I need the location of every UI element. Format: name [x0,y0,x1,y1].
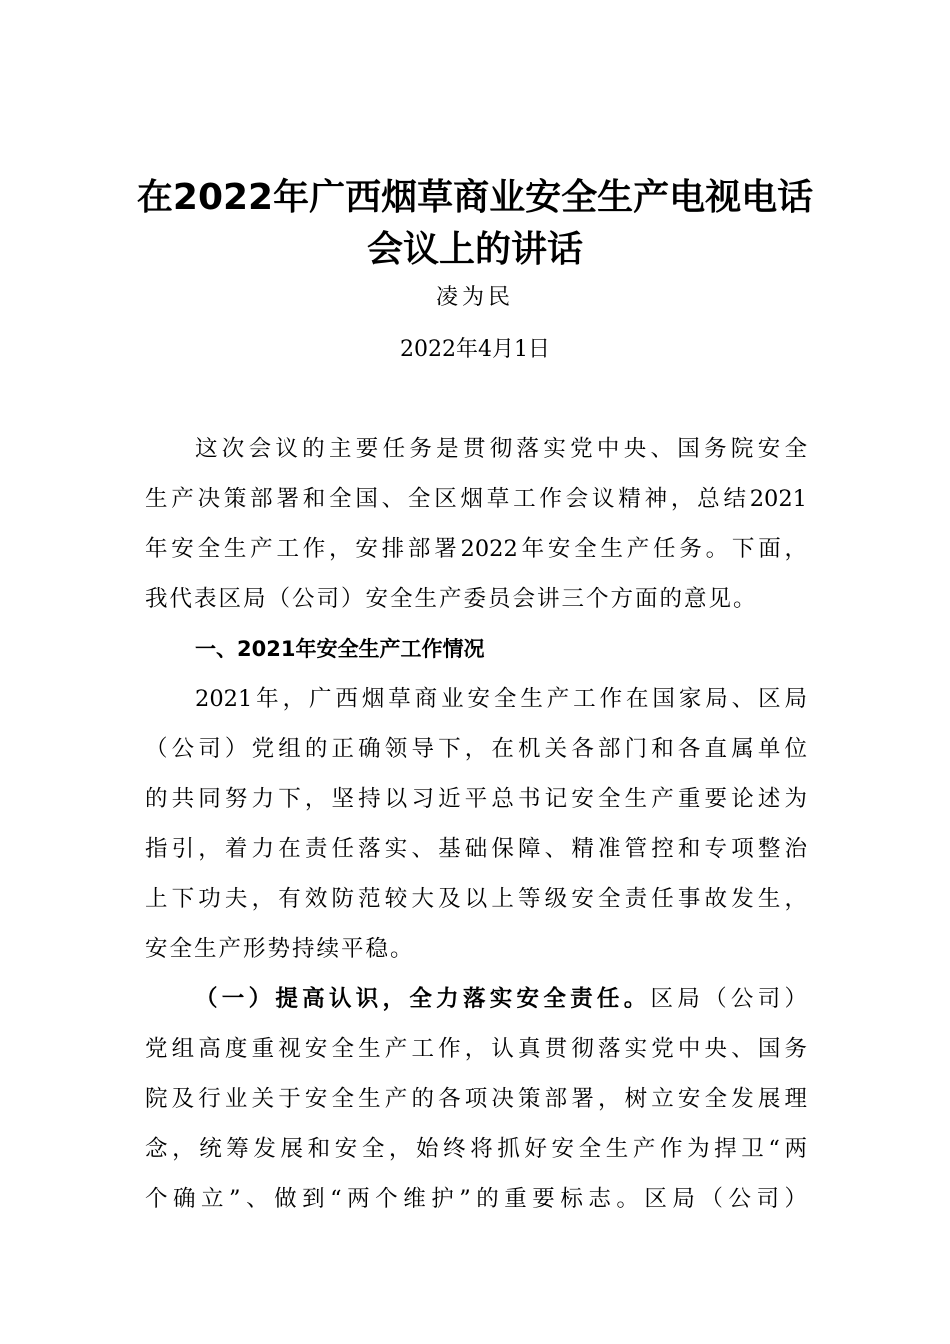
subsection1-line-4: 念，统筹发展和安全，始终将抓好安全生产作为捍卫“两 [145,1136,807,1162]
author-name: 凌为民 [435,285,514,310]
subsection1-line-5: 个确立”、做到“两个维护”的重要标志。区局（公司） [145,1186,807,1212]
subsection-heading: （一）提高认识，全力落实安全责任。 [195,986,651,1012]
section1-line-6: 安全生产形势持续平稳。 [145,936,415,962]
section-heading: 一、2021年安全生产工作情况 [195,637,485,661]
title-line-1: 在2022年广西烟草商业安全生产电视电话 [136,177,814,218]
section1-line-1: 2021年，广西烟草商业安全生产工作在国家局、区局 [195,686,807,712]
intro-line-3: 年安全生产工作，安排部署2022年安全生产任务。下面， [145,536,807,562]
intro-line-2: 生产决策部署和全国、全区烟草工作会议精神，总结2021 [145,486,807,512]
subsection1-line-1 [145,974,807,1024]
subsection1-line-2: 党组高度重视安全生产工作，认真贯彻落实党中央、国务 [145,1036,807,1062]
section1-line-3: 的共同努力下，坚持以习近平总书记安全生产重要论述为 [145,786,807,812]
document-title [100,172,850,276]
title-line-2: 会议上的讲话 [366,229,583,270]
document-body [145,424,807,1224]
section1-line-2: （公司）党组的正确领导下，在机关各部门和各直属单位 [145,736,807,762]
intro-line-1: 这次会议的主要任务是贯彻落实党中央、国务院安全 [195,436,807,462]
section1-line-4: 指引，着力在责任落实、基础保障、精准管控和专项整治 [145,836,807,862]
intro-line-4: 我代表区局（公司）安全生产委员会讲三个方面的意见。 [145,586,758,612]
section1-line-5: 上下功夫，有效防范较大及以上等级安全责任事故发生， [145,886,807,912]
subsection1-line-3: 院及行业关于安全生产的各项决策部署，树立安全发展理 [145,1086,807,1112]
speech-date: 2022年4月1日 [400,337,550,362]
subsection1-line-1-rest: 区局（公司） [650,986,807,1012]
